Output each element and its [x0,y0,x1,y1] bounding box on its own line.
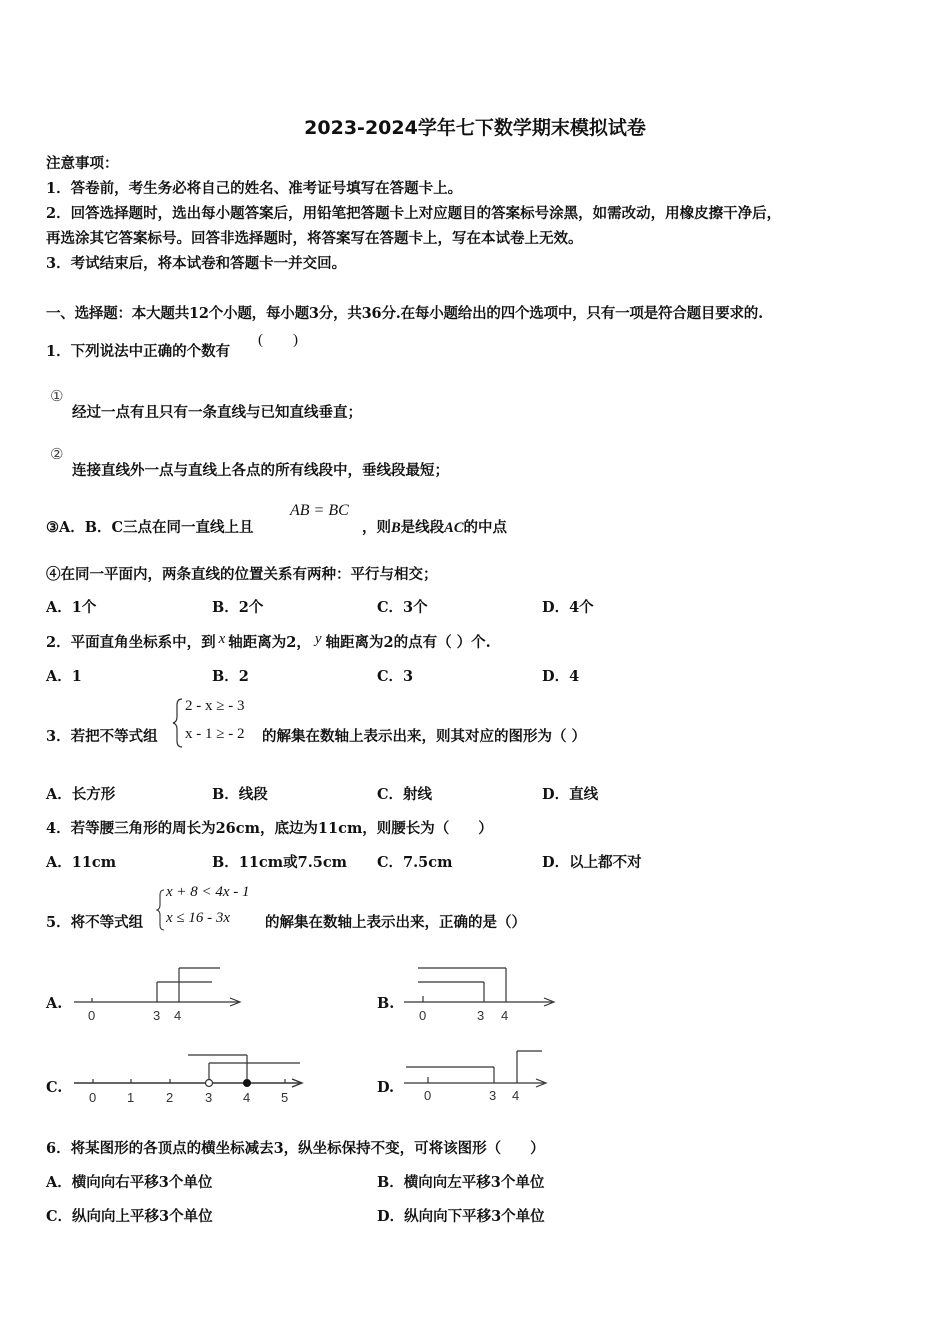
q5-stem-b: 的解集在数轴上表示出来，正确的是（） [265,914,526,931]
q3-ineq-2: x - 1 ≥ - 2 [185,726,245,742]
q3-brace [172,697,184,749]
q1-option-a[interactable]: A．1个 [46,599,97,616]
q1-s3-AC: AC [444,520,464,536]
notice-item-1: 1．答卷前，考生务必将自己的姓名、准考证号填写在答题卡上。 [46,180,463,197]
q3-stem-b: 的解集在数轴上表示出来，则其对应的图形为（ ） [262,728,587,745]
tick-label-1: 1 [127,1090,135,1105]
q1-option-b[interactable]: B．2个 [212,599,264,616]
q6-stem: 6．将某图形的各顶点的横坐标减去3，纵坐标保持不变，可将该图形（ ） [46,1140,545,1157]
q2-option-a[interactable]: A．1 [46,668,82,685]
q1-option-d[interactable]: D．4个 [542,599,594,616]
notice-item-2-cont: 再选涂其它答案标号。回答非选择题时，将答案写在答题卡上，写在本试卷上无效。 [46,230,583,247]
q6-option-d[interactable]: D．纵向向下平移3个单位 [377,1208,545,1225]
q2-part-a: 2．平面直角坐标系中，到 [46,634,216,651]
tick-label-4: 4 [174,1008,182,1023]
q2-option-b[interactable]: B．2 [212,668,249,685]
q1-stem: 1．下列说法中正确的个数有 [46,343,231,360]
q1-statement-3 [46,516,254,537]
q6-option-a[interactable]: A．横向向右平移3个单位 [46,1174,213,1191]
q4-option-b[interactable]: B．11cm或7.5cm [212,854,348,871]
notice-heading: 注意事项： [46,155,119,172]
tick-label-3: 3 [477,1008,485,1023]
q5-brace [156,888,166,932]
tick-label-4: 4 [512,1088,520,1103]
q3-option-c[interactable]: C．射线 [377,786,433,803]
q5-option-b-label[interactable]: B. [377,995,395,1012]
q2-option-c[interactable]: C．3 [377,668,414,685]
q2-x: x [218,631,226,647]
q1-s3-then: ，则 [362,519,391,536]
tick-label-2: 2 [166,1090,174,1105]
q5-ineq-1: x + 8 < 4x - 1 [166,884,250,900]
q1-s3-math: AB = BC [290,502,349,519]
q1-s3-mid: 的中点 [463,519,508,536]
open-point-3 [206,1080,213,1087]
q1-option-c[interactable]: C．3个 [377,599,428,616]
q4-option-a[interactable]: A．11cm [46,854,117,871]
tick-label-0: 0 [424,1088,432,1103]
q2-stem [46,631,491,652]
q2-part-c: 轴距离为2的点有（ ）个. [325,634,491,651]
q1-statement-1: 经过一点有且只有一条直线与已知直线垂直； [72,404,362,421]
tick-label-3: 3 [489,1088,497,1103]
q5-option-c-label[interactable]: C. [46,1079,63,1096]
q5-ineq-2: x ≤ 16 - 3x [166,910,231,926]
tick-label-0: 0 [419,1008,427,1023]
q3-stem-a: 3．若把不等式组 [46,728,158,745]
q4-stem: 4．若等腰三角形的周长为26cm，底边为11cm，则腰长为（ ） [46,820,493,837]
q5-option-c-numberline[interactable] [70,1048,310,1108]
q6-option-b[interactable]: B．横向向左平移3个单位 [377,1174,545,1191]
tick-label-5: 5 [281,1090,289,1105]
page-title: 2023-2024学年七下数学期末模拟试卷 [304,117,646,139]
q3-option-a[interactable]: A．长方形 [46,786,116,803]
q1-s3-rest [362,516,507,537]
q5-option-d-label[interactable]: D. [377,1079,395,1096]
tick-label-4: 4 [501,1008,509,1023]
closed-point-4 [244,1080,251,1087]
q1-s1-mark: ① [50,387,64,405]
q4-option-d[interactable]: D．以上都不对 [542,854,642,871]
q5-stem-a: 5．将不等式组 [46,914,144,931]
q1-statement-4: ④在同一平面内，两条直线的位置关系有两种：平行与相交； [46,566,438,583]
q5-option-b-numberline[interactable] [400,960,560,1030]
q1-s2-mark: ② [50,445,64,463]
q6-option-c[interactable]: C．纵向向上平移3个单位 [46,1208,213,1225]
q2-y: y [314,631,322,647]
section-header: 一、选择题：本大题共12个小题，每小题3分，共36分.在每小题给出的四个选项中，只有一项是符合题目要求的. [46,305,763,322]
q5-option-d-numberline[interactable] [400,1045,560,1105]
notice-item-2: 2．回答选择题时，选出每小题答案后，用铅笔把答题卡上对应题目的答案标号涂黑，如需改动，用橡皮擦干净后， [46,205,782,222]
q1-s3-part-a: ③A．B．C三点在同一直线上且 [46,519,254,536]
q1-statement-2: 连接直线外一点与直线上各点的所有线段中，垂线段最短； [72,462,449,479]
tick-label-0: 0 [88,1008,96,1023]
q4-option-c[interactable]: C．7.5cm [377,854,453,871]
q1-s3-B: B [391,520,401,536]
q1-s3-is: 是线段 [400,519,445,536]
tick-label-3: 3 [205,1090,213,1105]
tick-label-3: 3 [153,1008,161,1023]
q2-part-b: 轴距离为2， [228,634,311,651]
q3-option-d[interactable]: D．直线 [542,786,599,803]
q3-option-b[interactable]: B．线段 [212,786,268,803]
q2-option-d[interactable]: D．4 [542,668,580,685]
notice-item-3: 3．考试结束后，将本试卷和答题卡一并交回。 [46,255,347,272]
q3-ineq-1: 2 - x ≥ - 3 [185,698,245,714]
tick-label-0: 0 [89,1090,97,1105]
tick-label-4: 4 [243,1090,251,1105]
q5-option-a-numberline[interactable] [70,960,250,1030]
q5-option-a-label[interactable]: A. [46,995,63,1012]
q1-paren: ( ) [258,332,298,348]
